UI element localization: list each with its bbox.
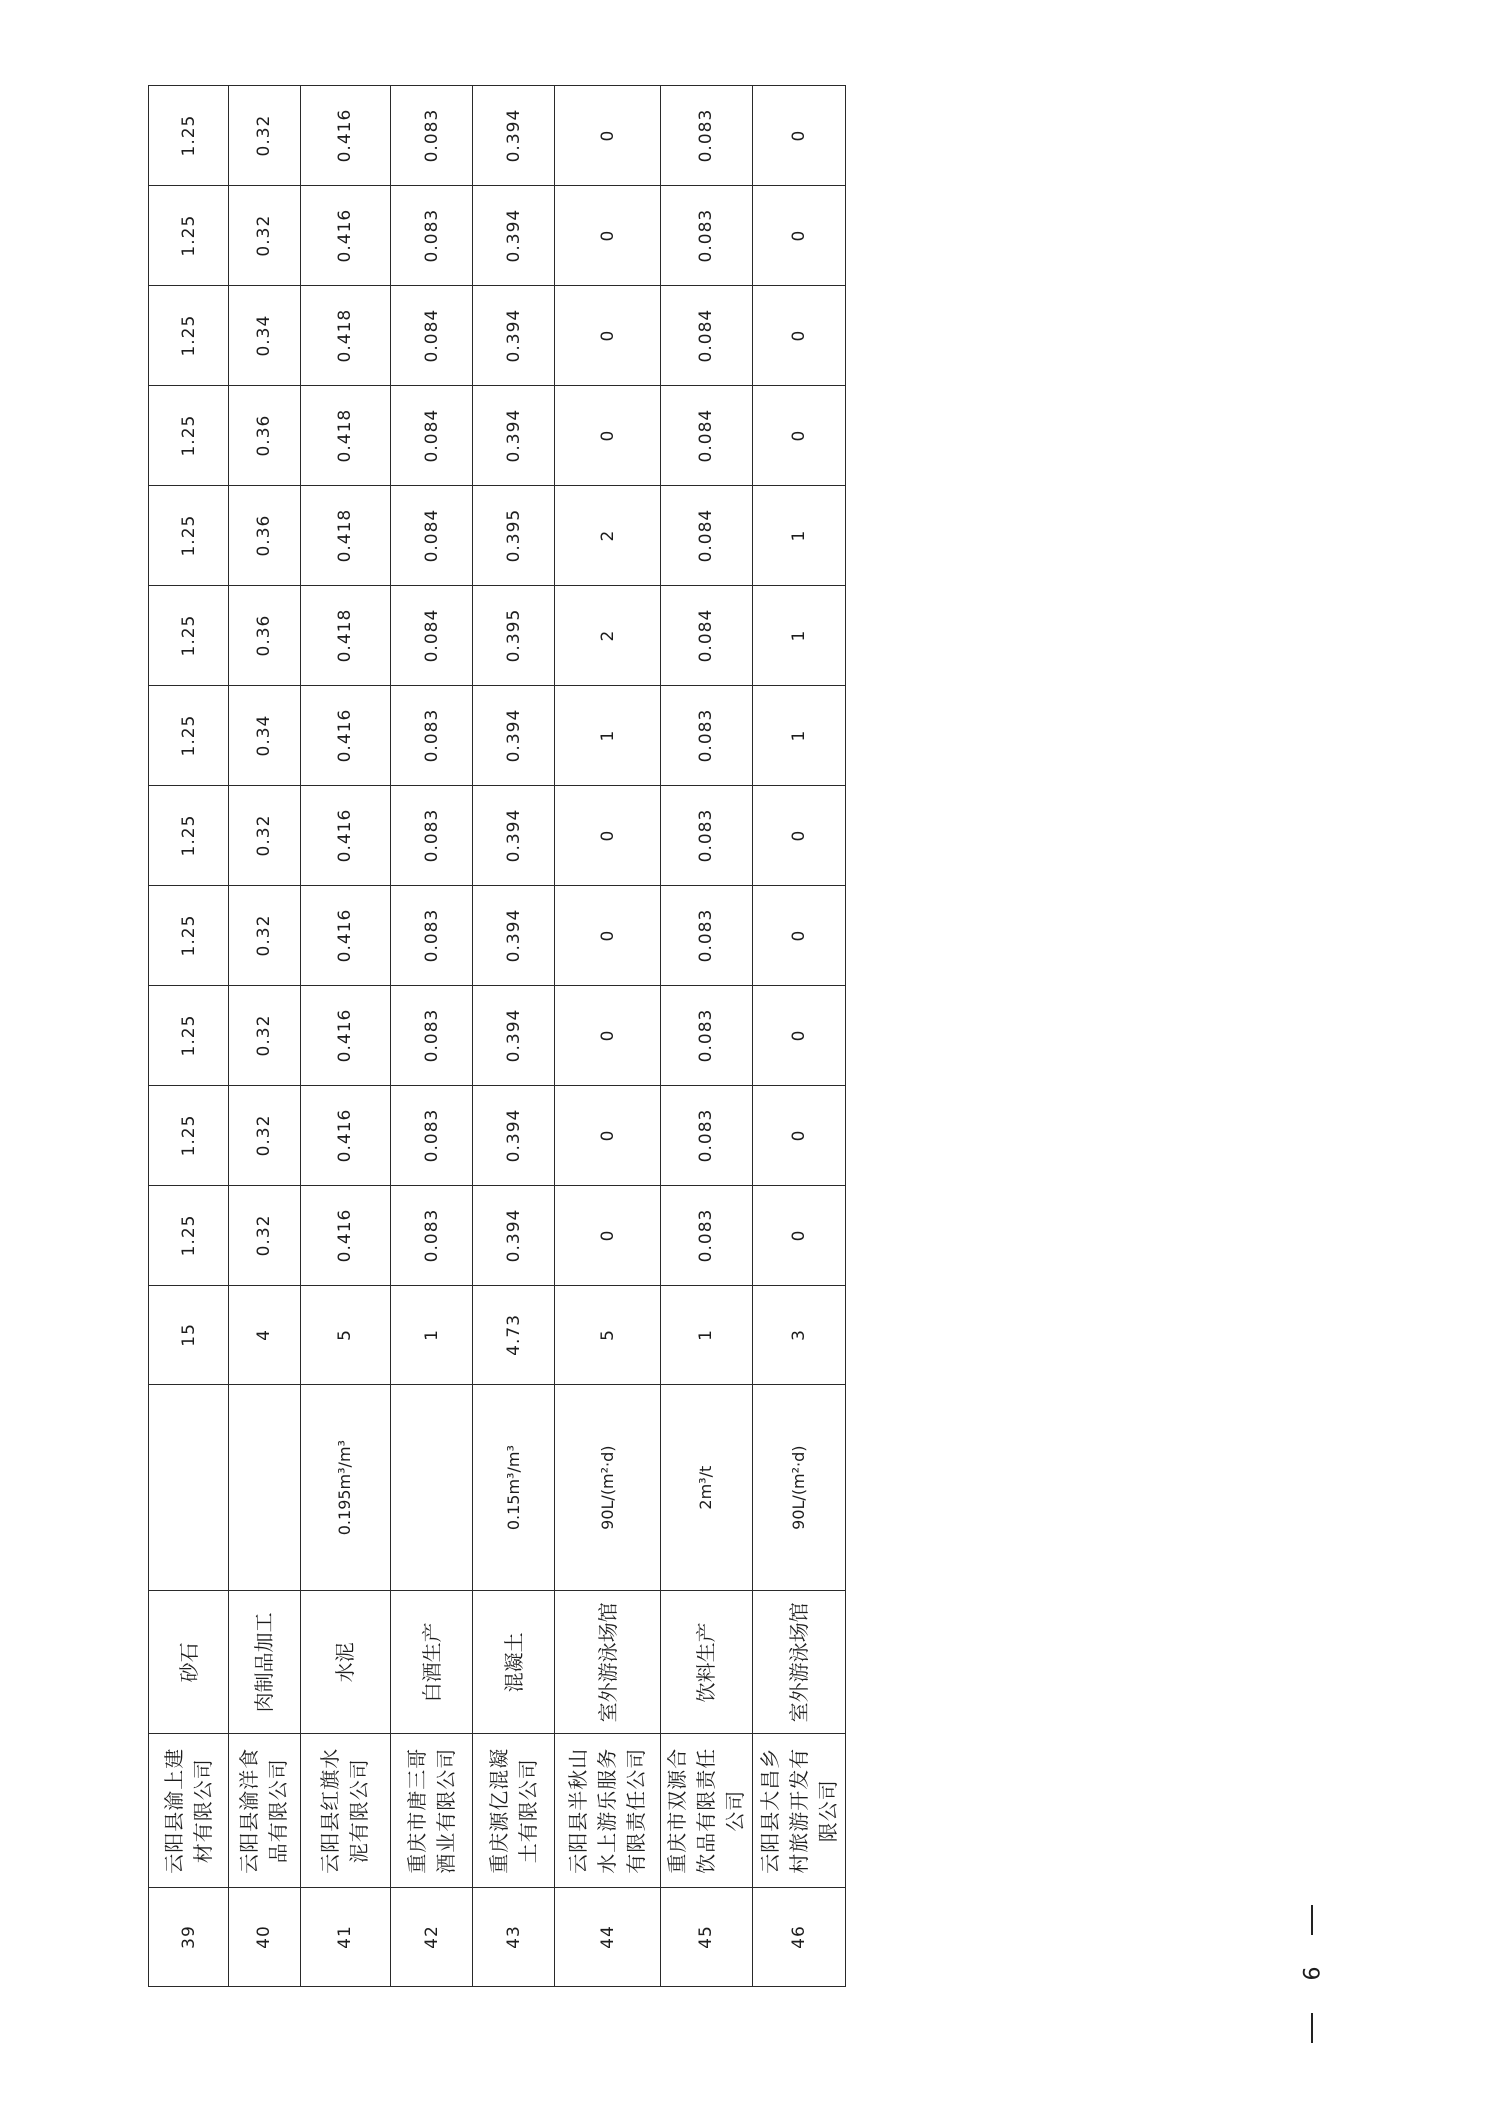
monthly-value-cell: 0.084 [660, 386, 753, 486]
monthly-value-cell: 0.394 [473, 1086, 555, 1186]
monthly-value-cell: 0.32 [229, 986, 301, 1086]
monthly-value-cell: 0.394 [473, 986, 555, 1086]
monthly-value-cell: 0.083 [660, 986, 753, 1086]
monthly-value-cell: 0.083 [660, 186, 753, 286]
annual-total-cell: 4 [229, 1285, 301, 1384]
industry-cell: 砂石 [149, 1591, 229, 1734]
table-row [473, 86, 555, 1987]
monthly-value-cell: 0.416 [300, 186, 391, 286]
table-row [660, 86, 753, 1987]
monthly-value-cell: 0 [753, 386, 846, 486]
monthly-value-cell: 0.394 [473, 386, 555, 486]
monthly-value-cell: 0 [753, 1086, 846, 1186]
annual-total-cell: 1 [391, 1285, 473, 1384]
monthly-value-cell: 0.083 [391, 186, 473, 286]
industry-cell: 混凝土 [473, 1591, 555, 1734]
monthly-value-cell: 0.416 [300, 86, 391, 186]
industry-cell: 室外游泳场馆 [753, 1591, 846, 1734]
monthly-value-cell: 0 [555, 186, 660, 286]
monthly-value-cell: 0.418 [300, 486, 391, 586]
industry-cell: 室外游泳场馆 [555, 1591, 660, 1734]
monthly-value-cell: 0.083 [391, 786, 473, 886]
monthly-value-cell: 0.395 [473, 486, 555, 586]
monthly-value-cell: 0.084 [660, 286, 753, 386]
monthly-value-cell: 2 [555, 586, 660, 686]
monthly-value-cell: 0.34 [229, 286, 301, 386]
company-name-cell: 云阳县渝洋食品有限公司 [229, 1734, 301, 1888]
monthly-value-cell: 0 [555, 386, 660, 486]
annual-total-cell: 4.73 [473, 1285, 555, 1384]
monthly-value-cell: 0.416 [300, 786, 391, 886]
rotated-table-container [148, 85, 846, 1987]
annual-total-cell: 3 [753, 1285, 846, 1384]
row-number-cell: 42 [391, 1888, 473, 1987]
quota-standard-cell: 90L/(m²·d) [753, 1384, 846, 1591]
company-name-cell: 云阳县大昌乡村旅游开发有限公司 [753, 1734, 846, 1888]
monthly-value-cell: 0.394 [473, 1185, 555, 1285]
monthly-value-cell: 0 [555, 1086, 660, 1186]
monthly-value-cell: 1.25 [149, 86, 229, 186]
page-number: 6 [1300, 1966, 1326, 1981]
monthly-value-cell: 0.34 [229, 686, 301, 786]
monthly-value-cell: 0.084 [391, 586, 473, 686]
monthly-value-cell: 0.394 [473, 186, 555, 286]
quota-standard-cell: 0.195m³/m³ [300, 1384, 391, 1591]
monthly-value-cell: 0.084 [660, 486, 753, 586]
annual-total-cell: 5 [555, 1285, 660, 1384]
monthly-value-cell: 0.395 [473, 586, 555, 686]
industry-cell: 肉制品加工 [229, 1591, 301, 1734]
monthly-value-cell: 0 [555, 786, 660, 886]
monthly-value-cell: 1.25 [149, 286, 229, 386]
monthly-value-cell: 1.25 [149, 886, 229, 986]
monthly-value-cell: 0.083 [660, 886, 753, 986]
monthly-value-cell: 0.083 [660, 86, 753, 186]
monthly-value-cell: 0.416 [300, 1185, 391, 1285]
monthly-value-cell: 0.084 [391, 386, 473, 486]
monthly-value-cell: 0.416 [300, 986, 391, 1086]
monthly-value-cell: 0.083 [660, 686, 753, 786]
quota-standard-cell [391, 1384, 473, 1591]
monthly-value-cell: 0.394 [473, 86, 555, 186]
monthly-value-cell: 0.083 [391, 686, 473, 786]
monthly-value-cell: 0.416 [300, 1086, 391, 1186]
annual-total-cell: 5 [300, 1285, 391, 1384]
annual-total-cell: 1 [660, 1285, 753, 1384]
row-number-cell: 39 [149, 1888, 229, 1987]
monthly-value-cell: 0.32 [229, 86, 301, 186]
industry-cell: 水泥 [300, 1591, 391, 1734]
monthly-value-cell: 0.083 [660, 1086, 753, 1186]
monthly-value-cell: 0.32 [229, 1185, 301, 1285]
monthly-value-cell: 0.36 [229, 486, 301, 586]
monthly-value-cell: 1 [753, 586, 846, 686]
table-row [555, 86, 660, 1987]
monthly-value-cell: 1.25 [149, 686, 229, 786]
table-row [300, 86, 391, 1987]
monthly-value-cell: 0.418 [300, 286, 391, 386]
table-row [149, 86, 229, 1987]
quota-standard-cell [149, 1384, 229, 1591]
monthly-value-cell: 0 [555, 886, 660, 986]
monthly-value-cell: 0 [555, 86, 660, 186]
quota-standard-cell: 2m³/t [660, 1384, 753, 1591]
monthly-value-cell: 0.083 [391, 1086, 473, 1186]
monthly-value-cell: 1 [753, 486, 846, 586]
industry-cell: 白酒生产 [391, 1591, 473, 1734]
monthly-value-cell: 1.25 [149, 186, 229, 286]
quota-standard-cell [229, 1384, 301, 1591]
monthly-value-cell: 0.084 [391, 486, 473, 586]
monthly-value-cell: 0.084 [391, 286, 473, 386]
monthly-value-cell: 0 [753, 286, 846, 386]
monthly-value-cell: 0.32 [229, 186, 301, 286]
monthly-value-cell: 0.083 [391, 86, 473, 186]
monthly-value-cell: 0 [555, 286, 660, 386]
company-name-cell: 重庆市双源合饮品有限责任公司 [660, 1734, 753, 1888]
monthly-value-cell: 0.083 [660, 786, 753, 886]
monthly-value-cell: 0.394 [473, 886, 555, 986]
monthly-value-cell: 0 [753, 986, 846, 1086]
row-number-cell: 45 [660, 1888, 753, 1987]
row-number-cell: 41 [300, 1888, 391, 1987]
monthly-value-cell: 0 [555, 986, 660, 1086]
row-number-cell: 46 [753, 1888, 846, 1987]
monthly-value-cell: 0 [753, 86, 846, 186]
monthly-value-cell: 1 [753, 686, 846, 786]
monthly-value-cell: 0.084 [660, 586, 753, 686]
water-quota-table [148, 85, 846, 1987]
monthly-value-cell: 0.083 [660, 1185, 753, 1285]
monthly-value-cell: 0.394 [473, 286, 555, 386]
monthly-value-cell: 0 [753, 1185, 846, 1285]
company-name-cell: 云阳县渝上建材有限公司 [149, 1734, 229, 1888]
company-name-cell: 云阳县半秋山水上游乐服务有限责任公司 [555, 1734, 660, 1888]
monthly-value-cell: 0.083 [391, 886, 473, 986]
monthly-value-cell: 0.083 [391, 986, 473, 1086]
monthly-value-cell: 0.36 [229, 586, 301, 686]
quota-standard-cell: 0.15m³/m³ [473, 1384, 555, 1591]
company-name-cell: 重庆市唐三哥酒业有限公司 [391, 1734, 473, 1888]
page-footer [1298, 1905, 1328, 2045]
monthly-value-cell: 1.25 [149, 1086, 229, 1186]
table-row [229, 86, 301, 1987]
monthly-value-cell: 0.083 [391, 1185, 473, 1285]
monthly-value-cell: 0.394 [473, 686, 555, 786]
monthly-value-cell: 1.25 [149, 786, 229, 886]
monthly-value-cell: 0.32 [229, 786, 301, 886]
monthly-value-cell: 0 [753, 786, 846, 886]
monthly-value-cell: 0.32 [229, 886, 301, 986]
monthly-value-cell: 0 [555, 1185, 660, 1285]
monthly-value-cell: 0.32 [229, 1086, 301, 1186]
monthly-value-cell: 2 [555, 486, 660, 586]
quota-standard-cell: 90L/(m²·d) [555, 1384, 660, 1591]
row-number-cell: 43 [473, 1888, 555, 1987]
monthly-value-cell: 1 [555, 686, 660, 786]
table-row [753, 86, 846, 1987]
company-name-cell: 重庆源亿混凝土有限公司 [473, 1734, 555, 1888]
monthly-value-cell: 1.25 [149, 1185, 229, 1285]
monthly-value-cell: 0.36 [229, 386, 301, 486]
table-row [391, 86, 473, 1987]
annual-total-cell: 15 [149, 1285, 229, 1384]
monthly-value-cell: 1.25 [149, 386, 229, 486]
company-name-cell: 云阳县红旗水泥有限公司 [300, 1734, 391, 1888]
row-number-cell: 44 [555, 1888, 660, 1987]
monthly-value-cell: 0.418 [300, 586, 391, 686]
row-number-cell: 40 [229, 1888, 301, 1987]
monthly-value-cell: 1.25 [149, 986, 229, 1086]
monthly-value-cell: 0.418 [300, 386, 391, 486]
monthly-value-cell: 0 [753, 186, 846, 286]
monthly-value-cell: 0 [753, 886, 846, 986]
page-dash-bottom [1311, 2013, 1313, 2043]
industry-cell: 饮料生产 [660, 1591, 753, 1734]
monthly-value-cell: 0.416 [300, 686, 391, 786]
monthly-value-cell: 0.394 [473, 786, 555, 886]
monthly-value-cell: 1.25 [149, 486, 229, 586]
monthly-value-cell: 0.416 [300, 886, 391, 986]
page-dash-top [1311, 1905, 1313, 1935]
monthly-value-cell: 1.25 [149, 586, 229, 686]
